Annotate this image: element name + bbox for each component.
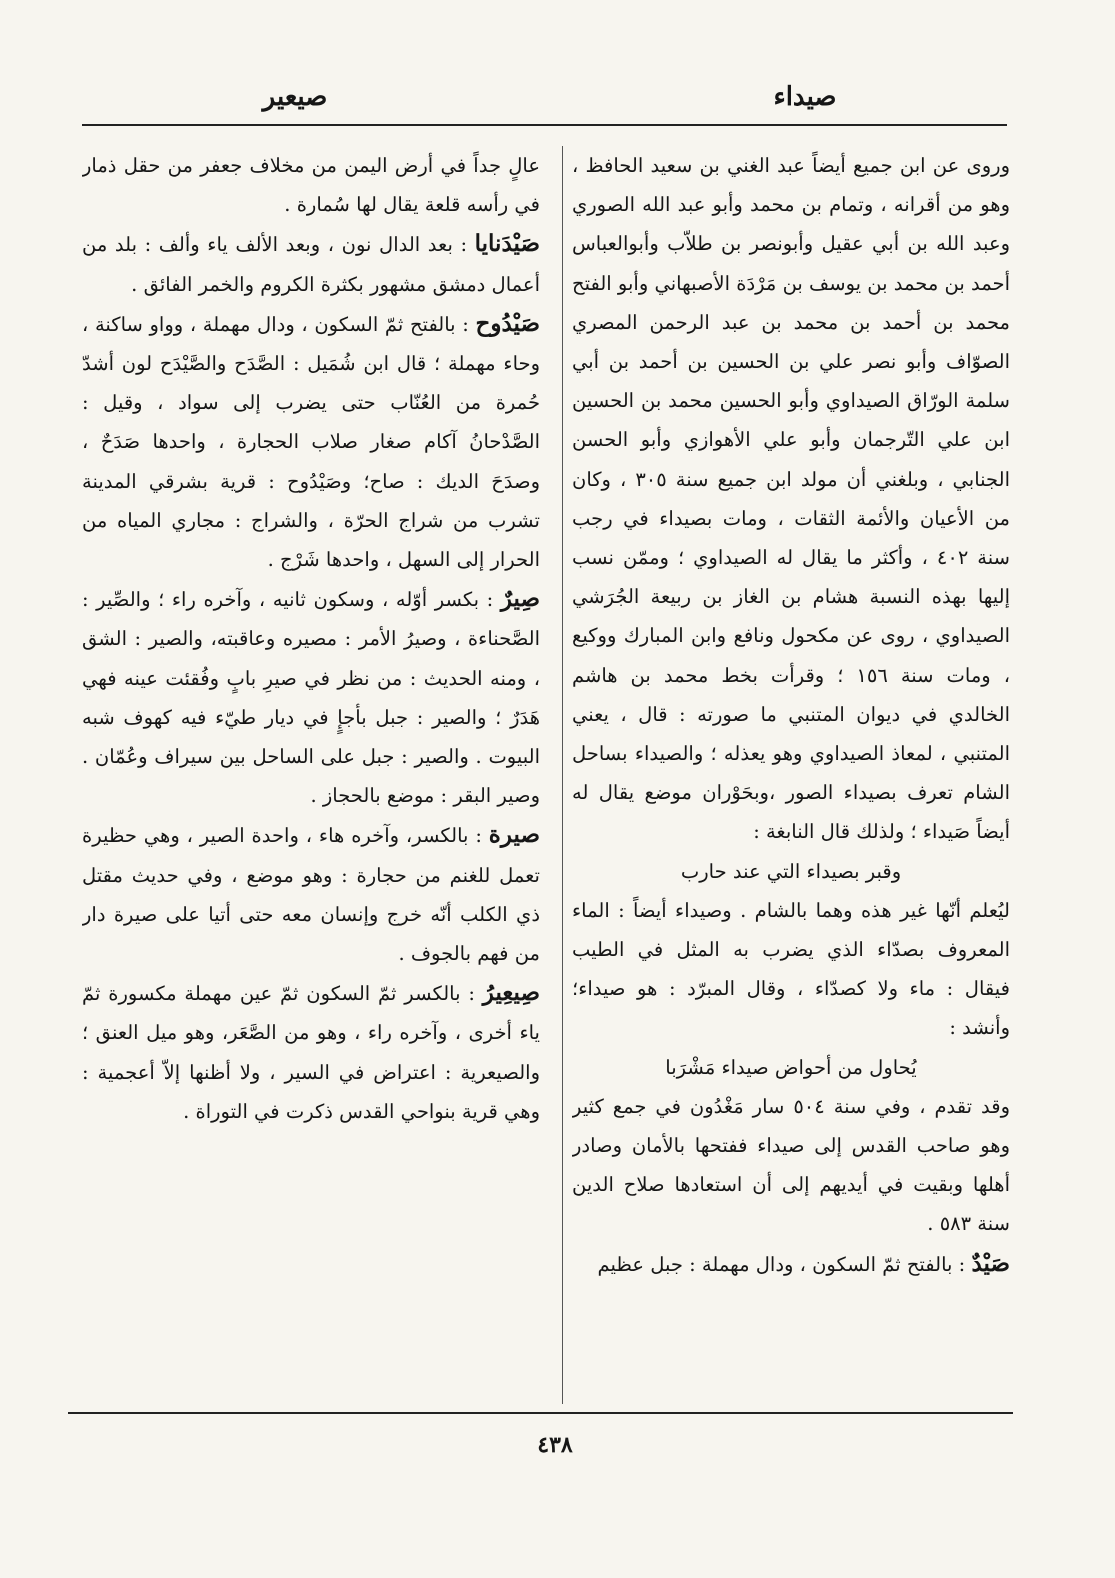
column-divider bbox=[562, 146, 563, 1404]
page-number: ٤٣٨ bbox=[537, 1432, 573, 1458]
paragraph: عالٍ جداً في أرض اليمن من مخلاف جعفر من حقل ذمار في رأسه قلعة يقال لها سُمارة . bbox=[82, 154, 540, 217]
entry-title: صَيْدَنايا bbox=[474, 230, 540, 258]
paragraph: وقد تقدم ، وفي سنة ٥٠٤ سار مَغْدُون في جمع كثير وهو صاحب القدس إلى صيداء ففتحها بالأمان وصادر أهلها وبقيت في أيديهم إلى أن استعادها صلاح الدين سنة ٥٨٣ . bbox=[572, 1094, 1010, 1236]
entry-saydnaya bbox=[82, 224, 540, 303]
entry-title: صِيرٌ bbox=[500, 585, 540, 613]
entry-sayd bbox=[572, 1244, 1010, 1284]
entry-body: : بالفتح ثمّ السكون ، ودال مهملة : جبل عظيم bbox=[597, 1252, 966, 1276]
entry-saydouh bbox=[82, 304, 540, 579]
right-column bbox=[572, 146, 1010, 1408]
running-header-left: صيعير bbox=[262, 82, 328, 112]
verse-line: يُحاول من أحواض صيداء مَشْرَبا bbox=[665, 1055, 917, 1079]
entry-title: صَيْدُوح bbox=[475, 309, 540, 337]
running-header-right: صيداء bbox=[773, 82, 837, 112]
footer-rule bbox=[68, 1412, 1013, 1414]
left-column bbox=[82, 146, 540, 1408]
entry-title: صَيْدٌ bbox=[971, 1249, 1010, 1277]
entry-body: : بالكسر ثمّ السكون ثمّ عين مهملة مكسورة ثمّ ياء أخرى ، وآخره راء ، وهو من الصَّعَر، وهو ميل العنق ؛ والصيعرية : اعتراض في السير ، ولا أظنها إلاّ أعجمية : وهي قرية بنواحي القدس ذكرت في التوراة . bbox=[82, 982, 540, 1123]
header-rule bbox=[82, 124, 1007, 126]
entry-sir bbox=[82, 579, 540, 815]
entry-body: : بالفتح ثمّ السكون ، ودال مهملة ، وواو ساكنة ، وحاء مهملة ؛ قال ابن شُمَيل : الصَّدَح والصَّيْدَح لون أشدّ حُمرة من العُنّاب حتى يضرب إلى سواد ، وقيل : الصَّدْحانُ آكام صغار صلاب الحجارة ، واحدها صَدَحٌ ، وصدَحَ الديك : صاح؛ وصَيْدُوح : قرية بشرقي المدينة تشرب من شراج الحرّة ، والشراج : مجاري المياه من الحرار إلى السهل ، واحدها شَرْج . bbox=[82, 312, 540, 572]
entry-title: صِيعِيرُ bbox=[482, 979, 540, 1007]
paragraph: وروى عن ابن جميع أيضاً عبد الغني بن سعيد الحافظ ، وهو من أقرانه ، وتمام بن محمد وأبو عبد الله الصوري وعبد الله بن أبي عقيل وأبونصر بن طلاّب وأبوالعباس أحمد بن محمد بن يوسف بن مَرْدَة الأصبهاني وأبو الفتح محمد بن أحمد بن محمد بن عبد الرحمن المصري الصوّاف وأبو نصر علي بن الحسين بن أحمد بن أبي سلمة الورّاق الصيداوي وأبو الحسين محمد بن الحسين ابن علي التّرجمان وأبو علي الأهوازي وأبو الحسن الجنابي ، وبلغني أن مولد ابن جميع سنة ٣٠٥ ، وكان من الأعيان والأئمة الثقات ، ومات بصيداء في رجب سنة ٤٠٢ ، وأكثر ما يقال له الصيداوي ؛ وممّن نسب إليها بهذه النسبة هشام بن الغاز بن ربيعة الجُرَشي الصيداوي ، روى عن مكحول ونافع وابن المبارك ووكيع ، ومات سنة ١٥٦ ؛ وقرأت بخط محمد بن هاشم الخالدي في ديوان المتنبي ما صورته : قال ، يعني المتنبي ، لمعاذ الصيداوي وهو يعذله ؛ والصيداء بساحل الشام تعرف بصيداء الصور ،وبحَوْران موضع يقال له أيضاً صَيداء ؛ ولذلك قال النابغة : bbox=[572, 154, 1010, 844]
entry-body: : بعد الدال نون ، وبعد الألف ياء وألف : بلد من أعمال دمشق مشهور بكثرة الكروم والخمر الفائق . bbox=[82, 233, 540, 296]
entry-sira bbox=[82, 815, 540, 973]
entry-sayir bbox=[82, 973, 540, 1131]
entry-title: صيرة bbox=[488, 821, 540, 849]
paragraph: ليُعلم أنّها غير هذه وهما بالشام . وصيداء أيضاً : الماء المعروف بصدّاء الذي يضرب به المثل في الطيب فيقال : ماء ولا كصدّاء ، وقال المبرّد : هو صيداء؛ وأنشد : bbox=[572, 898, 1010, 1040]
entry-body: : بكسر أوّله ، وسكون ثانيه ، وآخره راء ؛ والصِّير : الصَّحناءة ، وصيرُ الأمر : مصيره وعاقبته، والصير : الشق ، ومنه الحديث : من نظر في صيرِ بابٍ وفُقئت عينه فهي هَدَرٌ ؛ والصير : جبل بأجإٍ في ديار طيّء فيه كهوف شبه البيوت . والصير : جبل على الساحل بين سيراف وعُمّان . وصير البقر : موضع بالحجاز . bbox=[82, 588, 540, 808]
verse-line: وقبر بصيداء التي عند حارب bbox=[680, 859, 902, 883]
entry-body: : بالكسر، وآخره هاء ، واحدة الصير ، وهي حظيرة تعمل للغنم من حجارة : وهو موضع ، وفي حديث مقتل ذي الكلب أنّه خرج وإنسان معه حتى أتيا على صيرة دار من فهم بالجوف . bbox=[82, 824, 540, 966]
